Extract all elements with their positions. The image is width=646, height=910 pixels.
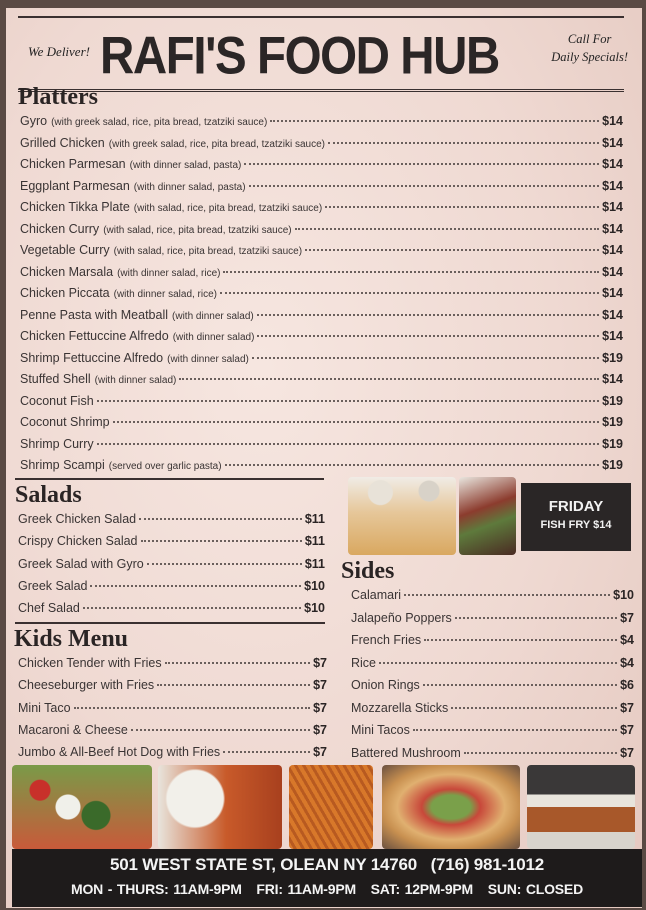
dot-leader — [305, 249, 599, 251]
item-name: Penne Pasta with Meatball — [20, 307, 169, 322]
item-name: Gyro — [20, 114, 48, 128]
kids-menu-list — [18, 652, 327, 763]
item-price: $7 — [313, 745, 327, 760]
item-name: Rice — [351, 655, 377, 670]
item-price: $7 — [620, 745, 634, 760]
item-name: Eggplant Parmesan — [20, 178, 130, 193]
dot-leader — [74, 707, 311, 709]
menu-item — [18, 597, 325, 619]
menu-item — [351, 697, 634, 720]
item-name: Mini Tacos — [351, 723, 410, 737]
item-name: Chef Salad — [18, 601, 80, 616]
menu-item — [20, 283, 623, 305]
dot-leader — [223, 271, 599, 273]
dot-leader — [423, 684, 617, 686]
item-name: French Fries — [351, 633, 422, 647]
menu-item — [20, 240, 623, 262]
item-price: $11 — [304, 534, 325, 549]
salads-heading: Salads — [15, 482, 82, 508]
item-note: (with dinner salad) — [94, 375, 177, 386]
menu-item — [20, 305, 623, 327]
item-price: $14 — [602, 221, 623, 236]
dot-leader — [455, 617, 617, 619]
item-price: $7 — [313, 678, 327, 693]
dot-leader — [220, 292, 599, 294]
item-price: $14 — [602, 329, 623, 343]
item-note: (with dinner salad, rice) — [117, 267, 221, 279]
menu-header — [6, 22, 642, 92]
dot-leader — [244, 163, 599, 165]
item-name: Mozzarella Sticks — [351, 700, 449, 715]
item-name: Onion Rings — [351, 678, 420, 692]
hours-sun: SUN: CLOSED — [487, 881, 583, 897]
menu-item — [18, 553, 325, 575]
kids-menu-heading: Kids Menu — [14, 626, 129, 652]
platters-heading: Platters — [18, 84, 98, 110]
menu-item — [20, 154, 623, 176]
item-price: $4 — [620, 655, 634, 670]
dot-leader — [223, 751, 310, 753]
item-name: Cheeseburger with Fries — [18, 678, 155, 693]
item-name: Coconut Shrimp — [20, 415, 110, 429]
item-price: $6 — [620, 678, 634, 692]
header-rule — [18, 89, 624, 92]
fish-fry-price: FISH FRY $14 — [540, 519, 612, 531]
item-name: Mini Taco — [18, 700, 71, 715]
dot-leader — [257, 314, 599, 316]
menu-item — [18, 530, 325, 552]
item-price: $10 — [304, 578, 325, 593]
item-name: Greek Salad — [18, 578, 88, 593]
kids-rule — [15, 622, 325, 624]
item-name: Crispy Chicken Salad — [18, 534, 138, 549]
dot-leader — [257, 335, 599, 337]
item-price: $11 — [304, 512, 325, 526]
item-name: Macaroni & Cheese — [18, 722, 128, 737]
item-price: $14 — [602, 114, 623, 128]
item-price: $14 — [602, 243, 623, 257]
salad-photo — [459, 477, 516, 555]
item-name: Coconut Fish — [20, 393, 94, 408]
item-name: Jumbo & All-Beef Hot Dog with Fries — [18, 745, 221, 760]
item-note: (with greek salad, rice, pita bread, tzatziki sauce) — [108, 138, 325, 150]
hours-fri: FRI: 11AM-9PM — [256, 881, 356, 897]
item-price: $14 — [602, 157, 623, 171]
menu-item — [18, 575, 325, 597]
menu-item — [18, 719, 327, 741]
item-note: (with salad, rice, pita bread, tzatziki sauce) — [113, 246, 303, 257]
kebab-photo — [527, 765, 635, 849]
dot-leader — [83, 607, 301, 609]
address: 501 WEST STATE ST, OLEAN NY 14760 — [109, 855, 418, 874]
item-price: $14 — [602, 135, 623, 150]
menu-item — [351, 584, 634, 607]
item-name: Shrimp Curry — [20, 436, 94, 451]
menu-item — [18, 697, 327, 719]
item-price: $14 — [602, 307, 623, 322]
salads-list — [18, 508, 325, 619]
top-rule — [18, 16, 624, 18]
item-price: $19 — [602, 436, 623, 451]
menu-item — [20, 348, 623, 370]
menu-item — [18, 741, 327, 763]
dot-leader — [225, 464, 600, 466]
dot-leader — [157, 684, 310, 686]
menu-item — [351, 607, 634, 630]
dot-leader — [139, 518, 302, 520]
dot-leader — [147, 563, 302, 565]
item-name: Jalapeño Poppers — [351, 610, 452, 625]
dot-leader — [413, 729, 617, 731]
item-price: $7 — [620, 700, 634, 715]
item-price: $7 — [313, 722, 327, 737]
call-for-text: Call For — [567, 32, 612, 46]
item-price: $7 — [620, 610, 634, 625]
menu-item — [20, 434, 623, 456]
item-name: Chicken Tikka Plate — [20, 200, 130, 214]
dot-leader — [379, 662, 617, 664]
item-price: $19 — [602, 393, 623, 408]
menu-item — [20, 369, 623, 391]
menu-item — [18, 674, 327, 696]
item-name: Chicken Tender with Fries — [18, 656, 162, 670]
dot-leader — [270, 120, 599, 122]
dot-leader — [165, 662, 311, 664]
dot-leader — [97, 443, 600, 445]
hours-mon-thurs: MON - THURS: 11AM-9PM — [71, 881, 242, 897]
item-price: $14 — [602, 264, 623, 279]
dot-leader — [113, 421, 600, 423]
friday-label: FRIDAY — [548, 498, 604, 515]
item-note: (with dinner salad) — [172, 310, 254, 322]
friday-special-badge — [521, 483, 631, 551]
item-note: (with dinner salad, pasta) — [133, 181, 246, 193]
item-price: $19 — [602, 458, 623, 472]
item-name: Chicken Marsala — [20, 264, 114, 279]
menu-item — [351, 674, 634, 697]
item-name: Stuffed Shell — [20, 372, 91, 386]
dot-leader — [249, 185, 600, 187]
address-line — [12, 855, 642, 875]
item-name: Chicken Piccata — [20, 286, 110, 300]
gyro-wrap-photo — [382, 765, 520, 849]
item-note: (served over garlic pasta) — [108, 461, 222, 472]
item-note: (with dinner salad) — [167, 353, 249, 365]
platters-list — [20, 111, 623, 477]
fish-fry-photo — [348, 477, 456, 555]
daily-specials-tagline — [551, 30, 628, 66]
dot-leader — [328, 142, 599, 144]
sides-heading: Sides — [341, 558, 395, 584]
menu-item — [18, 508, 325, 530]
item-price: $10 — [613, 588, 634, 602]
menu-item — [20, 455, 623, 477]
menu-item — [20, 391, 623, 413]
item-note: (with dinner salad, rice) — [113, 289, 217, 300]
item-price: $7 — [313, 700, 327, 715]
menu-item — [20, 326, 623, 348]
dot-leader — [90, 585, 301, 587]
item-price: $4 — [620, 633, 634, 647]
dot-leader — [451, 707, 617, 709]
hours-sat: SAT: 12PM-9PM — [370, 881, 474, 897]
dot-leader — [141, 540, 302, 542]
item-price: $14 — [602, 372, 623, 386]
item-price: $11 — [304, 556, 325, 571]
item-name: Greek Chicken Salad — [18, 512, 137, 526]
item-price: $14 — [602, 286, 623, 300]
fries-photo — [289, 765, 373, 849]
menu-item — [20, 176, 623, 198]
menu-item — [20, 262, 623, 284]
menu-item — [351, 652, 634, 675]
menu-item — [351, 629, 634, 652]
dot-leader — [404, 594, 610, 596]
menu-item — [20, 412, 623, 434]
menu-item — [351, 719, 634, 742]
dot-leader — [97, 400, 599, 402]
daily-specials-text: Daily Specials! — [551, 50, 628, 64]
item-note: (with greek salad, rice, pita bread, tzatziki sauce) — [51, 117, 268, 128]
dot-leader — [424, 639, 617, 641]
item-note: (with salad, rice, pita bread, tzatziki sauce) — [133, 203, 323, 214]
menu-item — [20, 133, 623, 155]
menu-item — [20, 111, 623, 133]
item-name: Calamari — [351, 588, 402, 602]
item-name: Greek Salad with Gyro — [18, 556, 144, 571]
item-name: Shrimp Fettuccine Alfredo — [20, 350, 164, 365]
item-note: (with dinner salad) — [172, 332, 255, 343]
salads-rule — [15, 478, 324, 480]
item-name: Vegetable Curry — [20, 243, 110, 257]
dot-leader — [464, 752, 617, 754]
we-deliver-tagline: We Deliver! — [28, 44, 90, 59]
menu-item — [20, 197, 623, 219]
chicken-rice-photo — [158, 765, 282, 849]
item-price: $14 — [602, 200, 623, 214]
item-price: $19 — [602, 350, 623, 365]
greek-salad-photo — [12, 765, 152, 849]
dot-leader — [295, 228, 600, 230]
item-name: Grilled Chicken — [20, 135, 105, 150]
item-price: $10 — [304, 601, 325, 616]
dot-leader — [131, 729, 310, 731]
menu-item — [18, 652, 327, 674]
menu-item — [20, 219, 623, 241]
footer-bar — [12, 849, 642, 907]
item-price: $7 — [313, 656, 327, 670]
dot-leader — [252, 357, 599, 359]
item-price: $7 — [620, 723, 634, 737]
dot-leader — [179, 378, 599, 380]
sides-list — [351, 584, 634, 764]
item-name: Shrimp Scampi — [20, 458, 105, 472]
item-name: Chicken Curry — [20, 221, 100, 236]
phone-number: (716) 981-1012 — [430, 855, 545, 874]
restaurant-name: RAFI'S FOOD HUB — [100, 26, 499, 86]
business-hours — [12, 880, 642, 898]
item-note: (with dinner salad, pasta) — [129, 160, 242, 171]
item-name: Chicken Fettuccine Alfredo — [20, 329, 169, 343]
item-price: $14 — [602, 178, 623, 193]
menu-item — [351, 742, 634, 765]
dot-leader — [325, 206, 599, 208]
item-name: Chicken Parmesan — [20, 157, 126, 171]
item-name: Battered Mushroom — [351, 745, 461, 760]
item-note: (with salad, rice, pita bread, tzatziki sauce) — [103, 224, 292, 236]
item-price: $19 — [602, 415, 623, 429]
